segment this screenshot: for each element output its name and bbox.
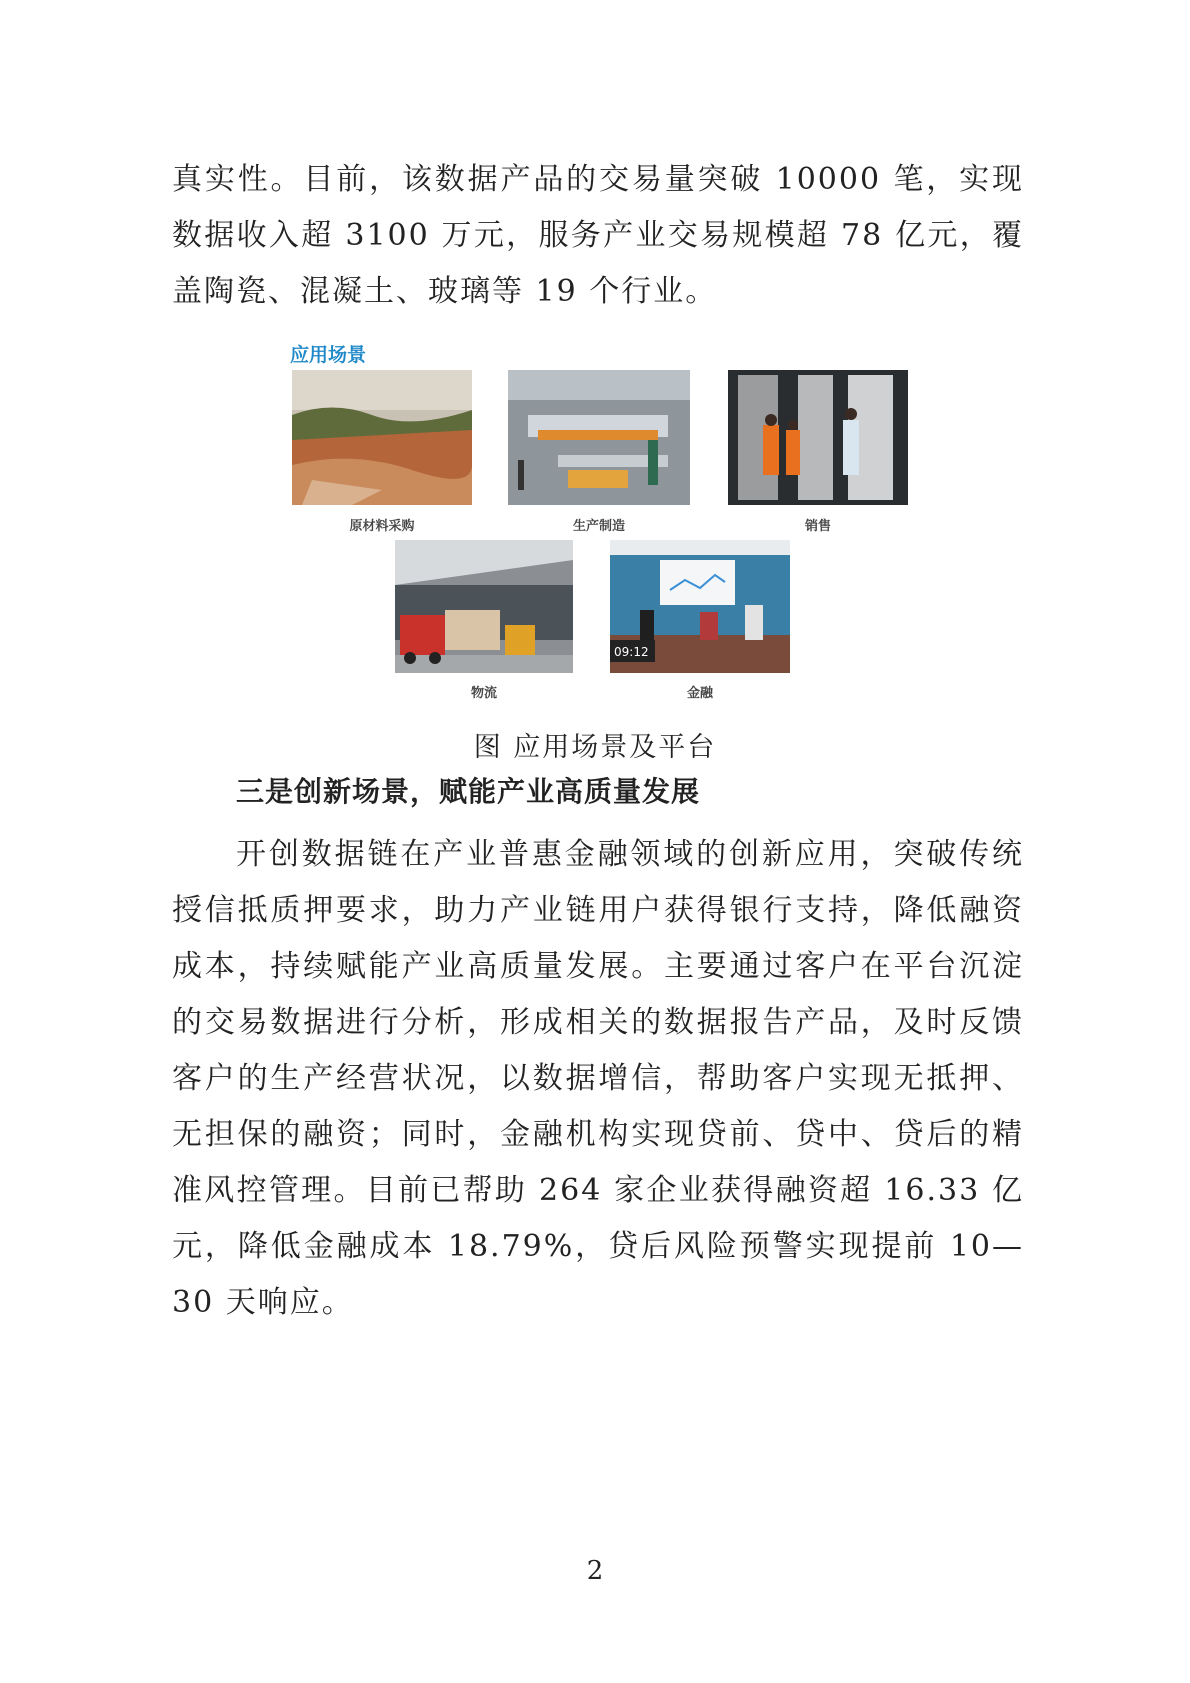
finance-photo-time: 09:12 bbox=[614, 645, 649, 659]
finance-photo bbox=[610, 540, 790, 673]
figure-title: 应用场景 bbox=[290, 344, 367, 366]
photo-label-production: 生产制造 bbox=[572, 519, 625, 534]
photo-label-finance: 金融 bbox=[686, 686, 713, 701]
photo-label-logistics: 物流 bbox=[470, 686, 497, 701]
top-paragraph: 真实性。目前，该数据产品的交易量突破 10000 笔，实现数据收入超 3100 万元，服务产业交易规模超 78 亿元，覆盖陶瓷、混凝土、玻璃等 19 个行业。 bbox=[172, 162, 1024, 309]
application-scenario-figure bbox=[290, 340, 920, 700]
sales-photo bbox=[728, 370, 908, 505]
logistics-photo bbox=[395, 540, 573, 673]
figure-caption: 图 应用场景及平台 bbox=[473, 732, 717, 763]
page-number: 2 bbox=[586, 1556, 604, 1586]
section-heading: 三是创新场景，赋能产业高质量发展 bbox=[236, 775, 701, 808]
photo-label-sales: 销售 bbox=[804, 519, 831, 534]
raw-material-photo bbox=[292, 370, 472, 505]
bottom-paragraph: 开创数据链在产业普惠金融领域的创新应用，突破传统授信抵质押要求，助力产业链用户获得银行支持，降低融资成本，持续赋能产业高质量发展。主要通过客户在平台沉淀的交易数据进行分析，形成相关的数据报告产品，及时反馈客户的生产经营状况，以数据增信，帮助客户实现无抵押、无担保的融资；同时，金融机构实现贷前、贷中、贷后的精准风控管理。目前已帮助 264 家企业获得融资超 16.33 亿元，降低金融成本 18.79%，贷后风险预警实现提前 10—30 天响应。 bbox=[172, 837, 1024, 1320]
photo-label-raw-material: 原材料采购 bbox=[349, 519, 415, 534]
production-photo bbox=[508, 370, 690, 505]
